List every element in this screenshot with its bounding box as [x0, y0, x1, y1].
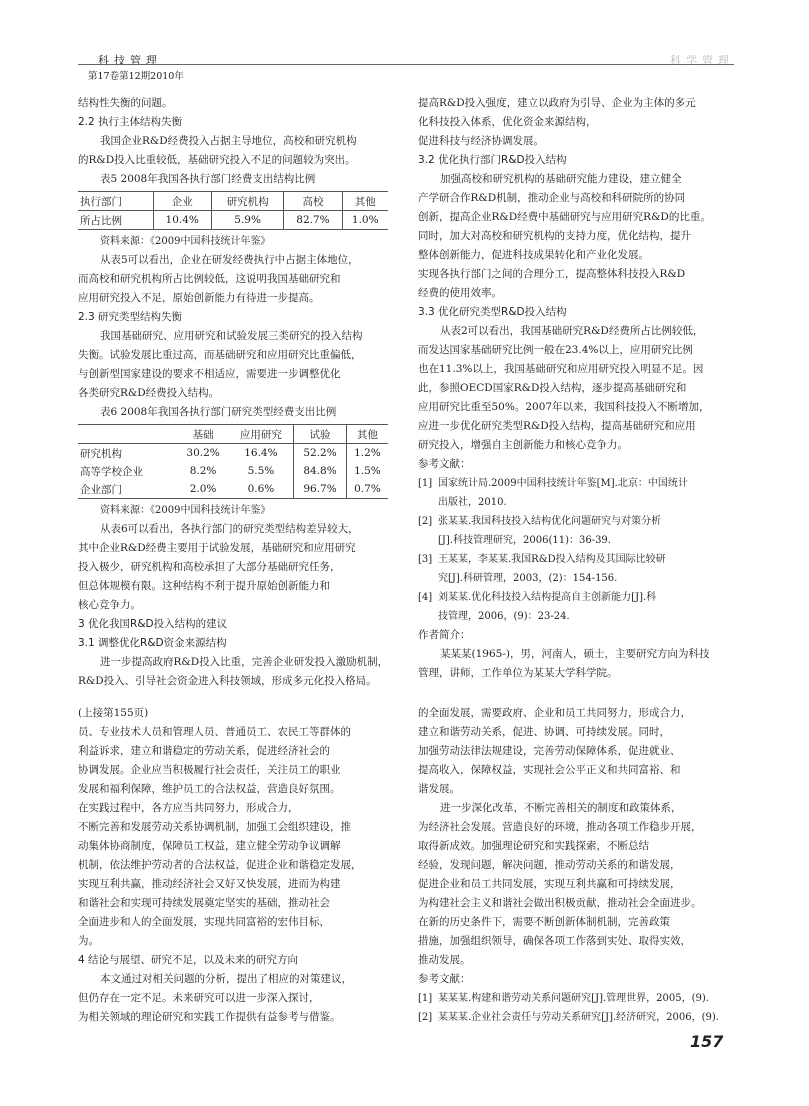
table-6-header — [78, 425, 388, 444]
reference-item — [418, 474, 730, 493]
text-line: 提高R&D投入强度，建立以政府为引导、企业为主体的多元 — [418, 97, 696, 109]
reference-text: 刘某某.优化科技投入结构提高自主创新能力[J].科 — [438, 592, 657, 603]
reference-item — [418, 550, 730, 569]
table-cell: 0.6% — [229, 480, 294, 499]
table-cell: 高校 — [284, 192, 342, 211]
table-cell: 30.2% — [186, 447, 220, 459]
text-line: 的R&D投入比重较低，基础研究投入不足的问题较为突出。 — [78, 154, 356, 166]
text-line: 机制，依法维护劳动者的合法权益，促进企业和谐稳定发展， — [78, 859, 362, 871]
text-line: 在实践过程中，各方应当共同努力，形成合力， — [78, 802, 299, 814]
text-line: 为构建社会主义和谐社会做出积极贡献，推动社会全面进步。 — [418, 897, 702, 909]
text-line: R&D投入、引导社会资金进入科技领域，形成多元化投入格局。 — [78, 675, 377, 687]
text-line: 其中企业R&D经费主要用于试验发展，基础研究和应用研究 — [78, 542, 356, 554]
text-line: 同时，加大对高校和研究机构的支持力度，优化结构，提升 — [418, 230, 691, 242]
table-cell: 其他 — [346, 425, 388, 444]
reference-text: 某某某.构建和谐劳动关系问题研究[J].管理世界，2005，(9). — [438, 993, 709, 1004]
table-cell: 研究机构 — [211, 192, 284, 211]
table-cell: 研究机构 — [80, 447, 122, 460]
text-line: 员、专业技术人员和管理人员、普通员工、农民工等群体的 — [78, 726, 351, 738]
text-line: 创新，提高企业R&D经费中基础研究与应用研究R&D的比重。 — [418, 211, 711, 223]
text-line: 研究投入，增强自主创新能力和核心竞争力。 — [418, 439, 628, 451]
text-line: 整体创新能力，促进科技成果转化和产业化发展。 — [418, 249, 649, 261]
text-line: 为经济社会发展。营造良好的环境，推动各项工作稳步开展， — [418, 821, 702, 833]
table-cell: 5.9% — [211, 211, 284, 230]
table-cell: 企业部门 — [78, 480, 178, 499]
table-cell: 试验 — [294, 425, 347, 444]
text-line: 但仍存在一定不足。未来研究可以进一步深入探讨， — [78, 992, 320, 1004]
text-line: 加强高校和研究机构的基础研究能力建设，建立健全 — [440, 173, 682, 185]
table-cell: 1.5% — [346, 462, 388, 480]
table-6-row — [78, 462, 388, 480]
text-line: 在新的历史条件下，需要不断创新体制机制，完善政策 — [418, 916, 670, 928]
table-6 — [78, 424, 388, 499]
table-cell: 84.8% — [294, 462, 347, 480]
text-line: 化科技投入体系，优化资金来源结构， — [418, 116, 597, 128]
text-line: 与创新型国家建设的要求不相适应，需要进一步调整优化 — [78, 368, 341, 380]
reference-item — [418, 1008, 730, 1027]
right-bottom-block — [418, 704, 730, 989]
text-line: 谐发展。 — [418, 783, 460, 795]
reference-continuation: 究[J].科研管理，2003，(2)：154-156. — [438, 573, 618, 584]
reference-number: [1] — [418, 993, 433, 1004]
text-line: 应用研究比重至50%。2007年以来，我国科技投入不断增加， — [418, 401, 710, 413]
text-line: 产学研合作R&D机制，推动企业与高校和科研院所的协同 — [418, 192, 686, 204]
journal-title: 科技管理 — [98, 54, 162, 67]
table-cell — [78, 425, 178, 444]
text-line: 全面进步和人的全面发展，实现共同富裕的宏伟目标， — [78, 916, 330, 928]
table-cell: 52.2% — [294, 444, 347, 463]
table-cell: 应用研究 — [229, 425, 294, 444]
text-line: 进一步深化改革，不断完善相关的制度和政策体系， — [440, 802, 682, 814]
text-line: 实现互利共赢，推动经济社会又好又快发展，进而为构建 — [78, 878, 341, 890]
text-line: 措施，加强组织领导，确保各项工作落到实处、取得实效， — [418, 935, 691, 947]
table-cell: 5.5% — [247, 465, 275, 477]
header-rule — [78, 64, 734, 65]
table-6-row — [78, 444, 388, 463]
text-line: 资料来源：《2009中国科技统计年鉴》 — [100, 236, 271, 247]
text-line: 而发达国家基础研究比例一般在23.4%以上，应用研究比例 — [418, 344, 693, 356]
text-line: 失衡。试验发展比重过高，而基础研究和应用研究比重偏低， — [78, 349, 362, 361]
reference-continuation: 出版社，2010. — [438, 497, 507, 508]
text-line: 加强劳动法律法规建设，完善劳动保障体系，促进就业、 — [418, 745, 681, 757]
text-line: 经验，发现问题，解决问题，推动劳动关系的和谐发展， — [418, 859, 681, 871]
text-line: 从表5可以看出，企业在研发经费执行中占据主体地位， — [100, 254, 359, 266]
right-column-top — [418, 94, 730, 683]
text-line: 推动发展。 — [418, 954, 471, 966]
text-line: 3 优化我国R&D投入结构的建议 — [78, 618, 228, 630]
reference-item — [418, 989, 730, 1008]
text-line: 表6 2008年我国各执行部门研究类型经费支出比例 — [100, 406, 337, 418]
text-line: 本文通过对相关问题的分析，提出了相应的对策建议， — [100, 973, 352, 985]
references-bottom — [418, 989, 730, 1027]
text-line: 进一步提高政府R&D投入比重，完善企业研发投入激励机制， — [100, 656, 389, 668]
reference-number: [3] — [418, 554, 433, 565]
reference-item — [418, 588, 730, 607]
table-cell: 16.4% — [244, 447, 278, 459]
left-after-block — [78, 501, 390, 691]
text-line: 提高收入，保障权益，实现社会公平正义和共同富裕、和 — [418, 764, 681, 776]
text-line: 作者简介： — [418, 629, 471, 641]
page-number: 157 — [690, 1032, 724, 1051]
reference-text: 某某某.企业社会责任与劳动关系研究[J].经济研究，2006，(9). — [438, 1012, 719, 1023]
text-line: 2.3 研究类型结构失衡 — [78, 311, 183, 323]
left-bottom-block — [78, 704, 390, 1027]
text-line: 也在11.3%以上，我国基础研究和应用研究投入明显不足。因 — [418, 363, 704, 375]
reference-text: 国家统计局.2009中国科技统计年鉴[M].北京：中国统计 — [438, 478, 688, 489]
text-line: 利益诉求，建立和谐稳定的劳动关系，促进经济社会的 — [78, 745, 330, 757]
table-cell: 高等学校企业 — [80, 465, 143, 478]
journal-title-right: 科学管理 — [670, 54, 734, 67]
text-line: 不断完善和发展劳动关系协调机制，加强工会组织建设，推 — [78, 821, 351, 833]
text-line: 此，参照OECD国家R&D投入结构，逐步提高基础研究和 — [418, 382, 687, 394]
text-line: 为。 — [78, 935, 99, 947]
text-line: 3.2 优化执行部门R&D投入结构 — [418, 154, 567, 166]
right-top-block — [418, 94, 730, 474]
text-line: (上接第155页) — [78, 707, 149, 719]
table-cell: 82.7% — [284, 211, 342, 230]
reference-text: 王某某，李某某.我国R&D投入结构及其国际比较研 — [438, 554, 666, 565]
table-cell: 企业 — [153, 192, 211, 211]
table-cell: 2.0% — [178, 480, 229, 499]
reference-continuation: [J].科技管理研究，2006(11)：36-39. — [438, 535, 611, 546]
text-line: 动集体协商制度，保障员工权益，建立健全劳动争议调解 — [78, 840, 341, 852]
text-line: 资料来源：《2009中国科技统计年鉴》 — [100, 505, 271, 516]
reference-item — [418, 512, 730, 531]
right-column-bottom — [418, 704, 730, 1027]
left-mid-block — [78, 232, 390, 422]
references-top — [418, 474, 730, 626]
text-line: 应用研究投入不足，原始创新能力有待进一步提高。 — [78, 292, 320, 304]
table-cell: 0.7% — [346, 480, 388, 499]
text-line: 某某某(1965-)，男，河南人，硕士，主要研究方向为科技 — [440, 648, 710, 660]
text-line: 我国基础研究、应用研究和试验发展三类研究的投入结构 — [100, 330, 363, 342]
text-line: 取得新成效。加强理论研究和实践探索，不断总结 — [418, 840, 649, 852]
text-line: 经费的使用效率。 — [418, 287, 502, 299]
text-line: 参考文献： — [418, 458, 471, 470]
table-5-header — [78, 192, 388, 211]
table-cell: 10.4% — [153, 211, 211, 230]
table-cell: 执行部门 — [78, 192, 153, 211]
text-line: 从表6可以看出，各执行部门的研究类型结构差异较大， — [100, 523, 359, 535]
reference-number: [2] — [418, 1012, 433, 1023]
table-cell: 96.7% — [294, 480, 347, 499]
text-line: 实现各执行部门之间的合理分工，提高整体科技投入R&D — [418, 268, 686, 280]
table-cell: 1.0% — [342, 211, 388, 230]
text-line: 发展和福利保障，维护员工的合法权益，营造良好氛围。 — [78, 783, 341, 795]
text-line: 应进一步优化研究类型R&D投入结构，提高基础研究和应用 — [418, 420, 696, 432]
table-cell: 1.2% — [346, 444, 388, 463]
text-line: 参考文献： — [418, 973, 471, 985]
text-line: 4 结论与展望、研究不足，以及未来的研究方向 — [78, 954, 299, 966]
text-line: 促进企业和员工共同发展，实现互利共赢和可持续发展， — [418, 878, 681, 890]
table-cell: 所占比例 — [78, 211, 153, 230]
left-column-top — [78, 94, 390, 691]
reference-number: [2] — [418, 516, 433, 527]
table-5 — [78, 191, 388, 230]
text-line: 表5 2008年我国各执行部门经费支出结构比例 — [100, 173, 316, 185]
issue-info: 第17卷第12期2010年 — [88, 71, 184, 82]
text-line: 为相关领域的理论研究和实践工作提供有益参考与借鉴。 — [78, 1011, 341, 1023]
text-line: 管理，讲师，工作单位为某某大学科学院。 — [418, 667, 618, 679]
text-line: 2.2 执行主体结构失衡 — [78, 116, 183, 128]
text-line: 而高校和研究机构所占比例较低，这说明我国基础研究和 — [78, 273, 341, 285]
reference-number: [4] — [418, 592, 433, 603]
reference-text: 张某某.我国科技投入结构优化问题研究与对策分析 — [438, 516, 662, 527]
text-line: 和谐社会和实现可持续发展奠定坚实的基础，推动社会 — [78, 897, 330, 909]
text-line: 各类研究R&D经费投入结构。 — [78, 387, 220, 399]
table-5-row — [78, 211, 388, 230]
text-line: 促进科技与经济协调发展。 — [418, 135, 544, 147]
author-info — [418, 626, 730, 683]
table-cell: 基础 — [178, 425, 229, 444]
text-line: 核心竞争力。 — [78, 599, 141, 611]
table-cell: 其他 — [342, 192, 388, 211]
left-top-block — [78, 94, 390, 189]
reference-continuation: 技管理，2006，(9)：23-24. — [438, 611, 570, 622]
text-line: 3.3 优化研究类型R&D投入结构 — [418, 306, 567, 318]
reference-number: [1] — [418, 478, 433, 489]
text-line: 协调发展。企业应当积极履行社会责任，关注员工的职业 — [78, 764, 341, 776]
text-line: 从表2可以看出，我国基础研究R&D经费所占比例较低， — [440, 325, 704, 337]
text-line: 投入极少，研究机构和高校承担了大部分基础研究任务， — [78, 561, 341, 573]
text-line: 建立和谐劳动关系，促进、协调、可持续发展。同时， — [418, 726, 670, 738]
left-column-bottom — [78, 704, 390, 1027]
text-line: 但总体规模有限。这种结构不利于提升原始创新能力和 — [78, 580, 330, 592]
text-line: 我国企业R&D经费投入占据主导地位，高校和研究机构 — [100, 135, 357, 147]
text-line: 3.1 调整优化R&D资金来源结构 — [78, 637, 227, 649]
table-cell: 8.2% — [189, 465, 217, 477]
table-6-row — [78, 480, 388, 499]
text-line: 结构性失衡的问题。 — [78, 97, 173, 109]
text-line: 的全面发展，需要政府、企业和员工共同努力，形成合力， — [418, 707, 691, 719]
